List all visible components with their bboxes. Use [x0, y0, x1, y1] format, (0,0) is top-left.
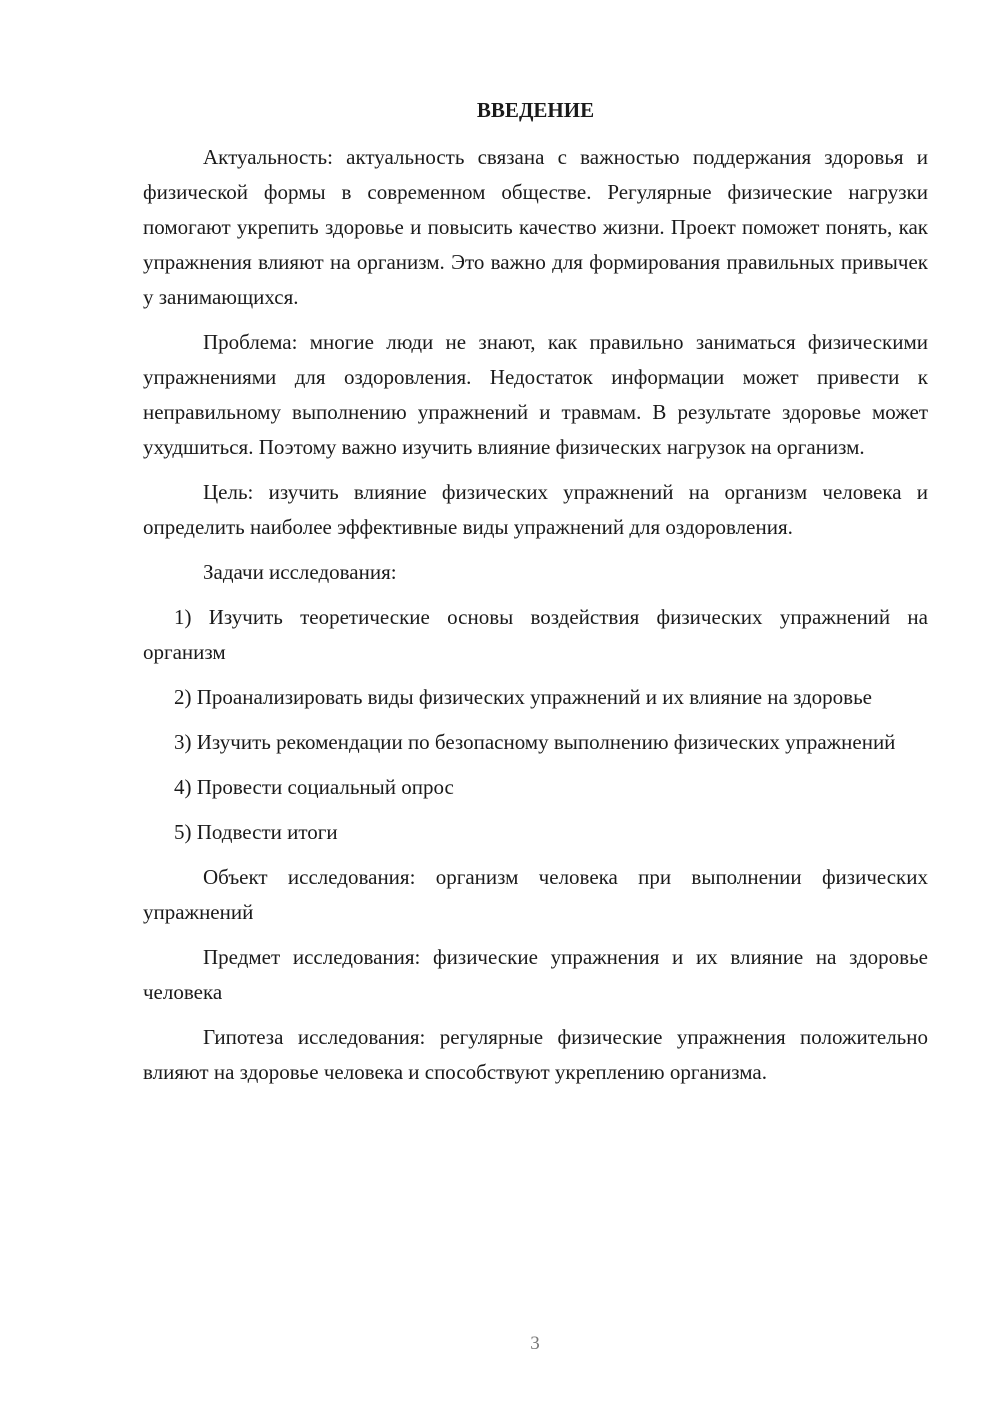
list-item: 4) Провести социальный опрос: [174, 775, 454, 799]
paragraph-goal: Цель: изучить влияние физических упражнений на организм человека и определить наиболее эффективные виды упражнений для оздоровления.: [143, 480, 928, 539]
paragraph-problem: Проблема: многие люди не знают, как правильно заниматься физическими упражнениями для оздоровления. Недостаток информации может привести к неправильному выполнению упражнений и травмам. В результате здоровье может ухудшиться. Поэтому важно изучить влияние физических нагрузок на организм.: [143, 330, 928, 459]
page-title: ВВЕДЕНИЕ: [476, 98, 595, 122]
tasks-list: [143, 600, 928, 850]
tasks-heading: Задачи исследования:: [203, 560, 397, 584]
list-item: 2) Проанализировать виды физических упражнений и их влияние на здоровье: [174, 685, 872, 709]
list-item: 3) Изучить рекомендации по безопасному выполнению физических упражнений: [174, 730, 896, 754]
document-page: [143, 93, 928, 1100]
list-item: 1) Изучить теоретические основы воздействия физических упражнений на организм: [143, 605, 928, 664]
paragraph-hypothesis: Гипотеза исследования: регулярные физические упражнения положительно влияют на здоровье человека и способствуют укреплению организма.: [143, 1025, 928, 1084]
list-item: 5) Подвести итоги: [174, 820, 338, 844]
paragraph-subject: Предмет исследования: физические упражнения и их влияние на здоровье человека: [143, 945, 928, 1004]
paragraph-relevance: Актуальность: актуальность связана с важностью поддержания здоровья и физической формы в современном обществе. Регулярные физические нагрузки помогают укрепить здоровье и повысить качество жизни. Проект поможет понять, как упражнения влияют на организм. Это важно для формирования правильных привычек у занимающихся.: [143, 145, 928, 309]
paragraph-object: Объект исследования: организм человека при выполнении физических упражнений: [143, 865, 928, 924]
page-number: 3: [530, 1333, 540, 1354]
